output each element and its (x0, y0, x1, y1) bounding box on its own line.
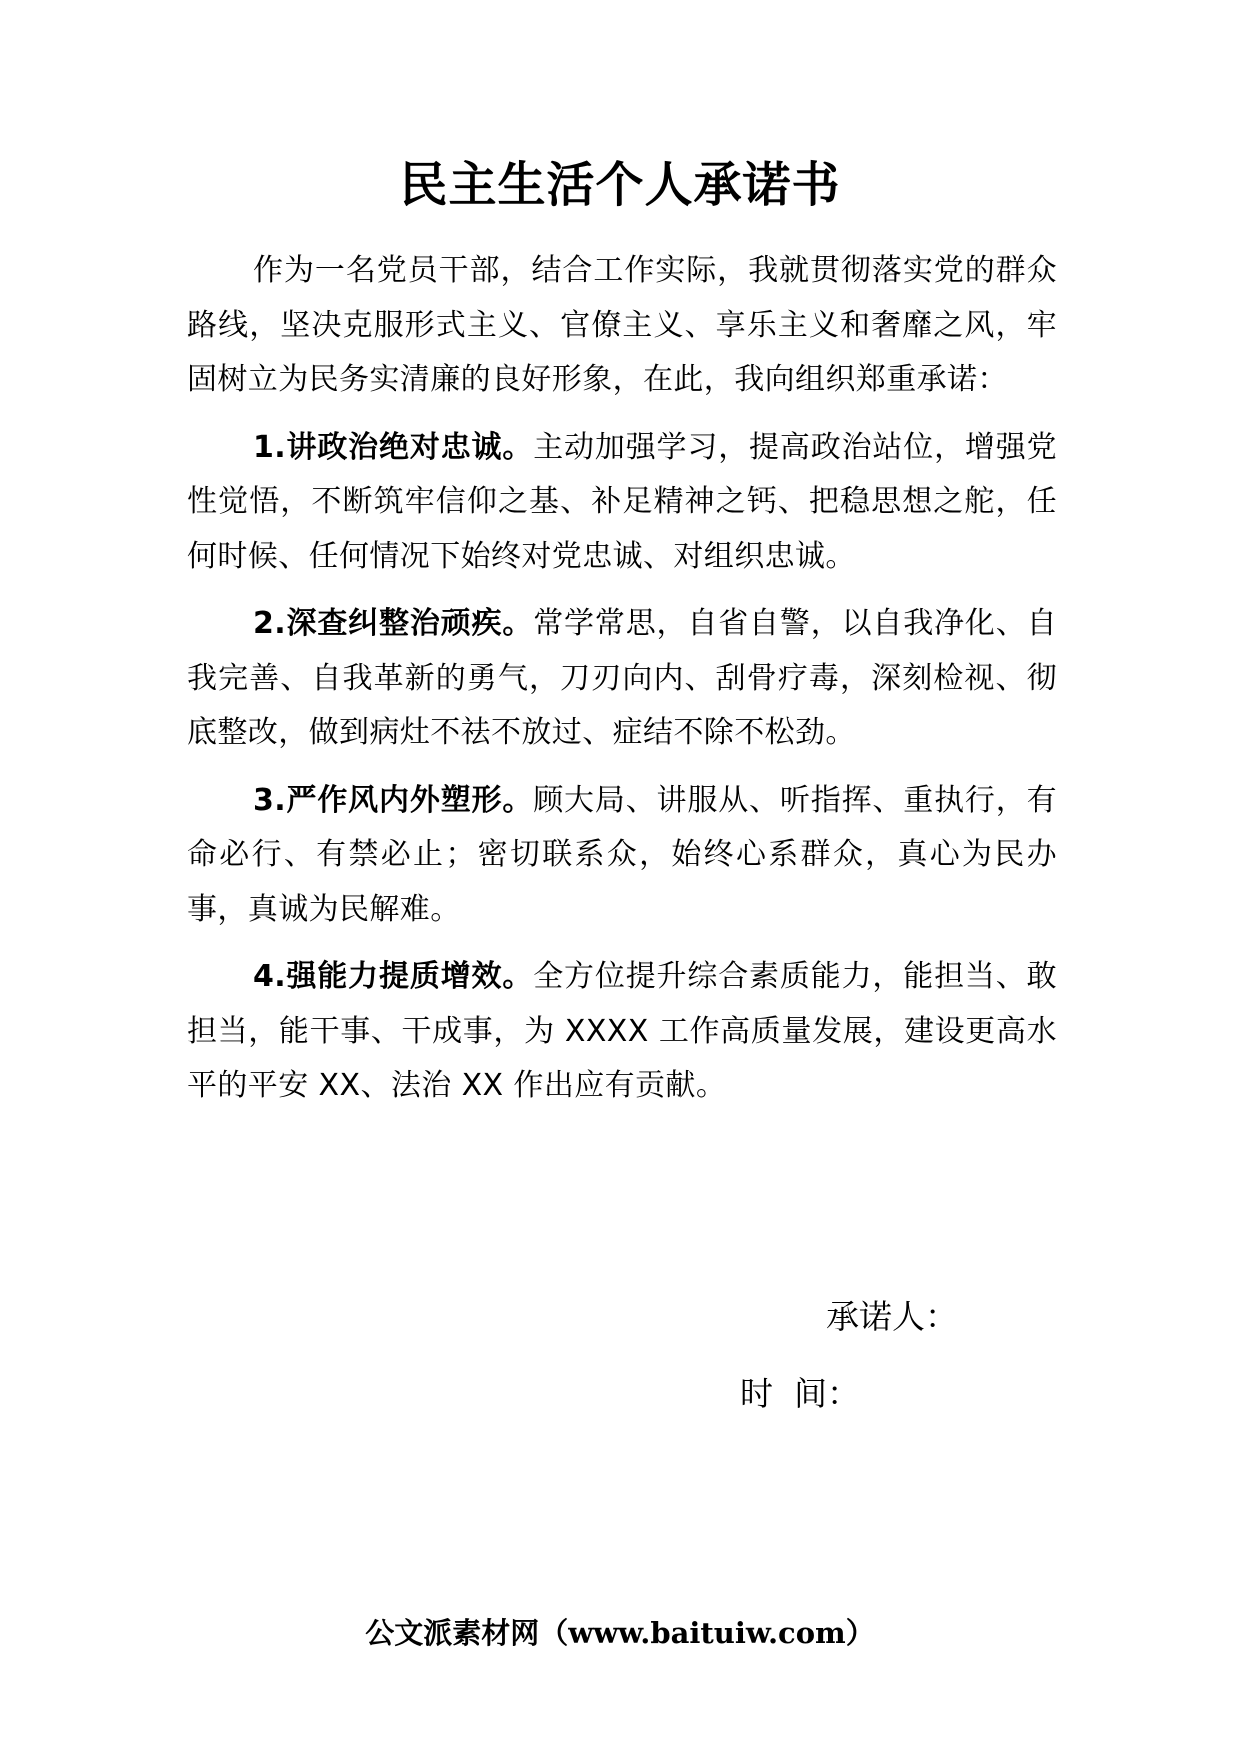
commitment-item-3-heading: 3.严作风内外塑形。 (253, 782, 534, 818)
commitment-item-3 (187, 774, 1057, 938)
commitment-item-1-text: 主动加强学习，提高政治站位，增强党性觉悟，不断筑牢信仰之基、补足精神之钙、把稳思想之舵，任何时候、任何情况下始终对党忠诚、对组织忠诚。 (187, 429, 1057, 574)
footer-watermark: 公文派素材网（www.baituiw.com） (365, 1616, 875, 1650)
commitment-item-2-text: 常学常思，自省自警，以自我净化、自我完善、自我革新的勇气，刀刃向内、刮骨疗毒，深刻检视、彻底整改，做到病灶不祛不放过、症结不除不松劲。 (187, 606, 1057, 750)
commitment-item-4-heading: 4.强能力提质增效。 (253, 959, 534, 994)
commitment-item-4-text: 全方位提升综合素质能力，能担当、敢担当，能干事、干成事，为 XXXX 工作高质量发展，建设更高水平的平安 XX、法治 XX 作出应有贡献。 (187, 959, 1057, 1103)
date-label: 时 间： (740, 1374, 860, 1413)
signature-label: 承诺人： (826, 1297, 958, 1336)
document-body (187, 244, 1057, 1127)
commitment-item-4 (187, 950, 1057, 1114)
intro-paragraph: 作为一名党员干部，结合工作实际，我就贯彻落实党的群众路线，坚决克服形式主义、官僚主义、享乐主义和奢靡之风，牢固树立为民务实清廉的良好形象，在此，我向组织郑重承诺： (187, 253, 1057, 397)
commitment-item-3-text: 顾大局、讲服从、听指挥、重执行，有命必行、有禁必止；密切联系众，始终心系群众，真心为民办事，真诚为民解难。 (187, 782, 1057, 927)
commitment-item-1-heading: 1.讲政治绝对忠诚。 (253, 429, 534, 465)
commitment-item-2-heading: 2.深查纠整治顽疾。 (253, 606, 534, 641)
commitment-item-2 (187, 597, 1057, 761)
commitment-item-1 (187, 421, 1057, 585)
document-title: 民主生活个人承诺书 (399, 157, 841, 213)
